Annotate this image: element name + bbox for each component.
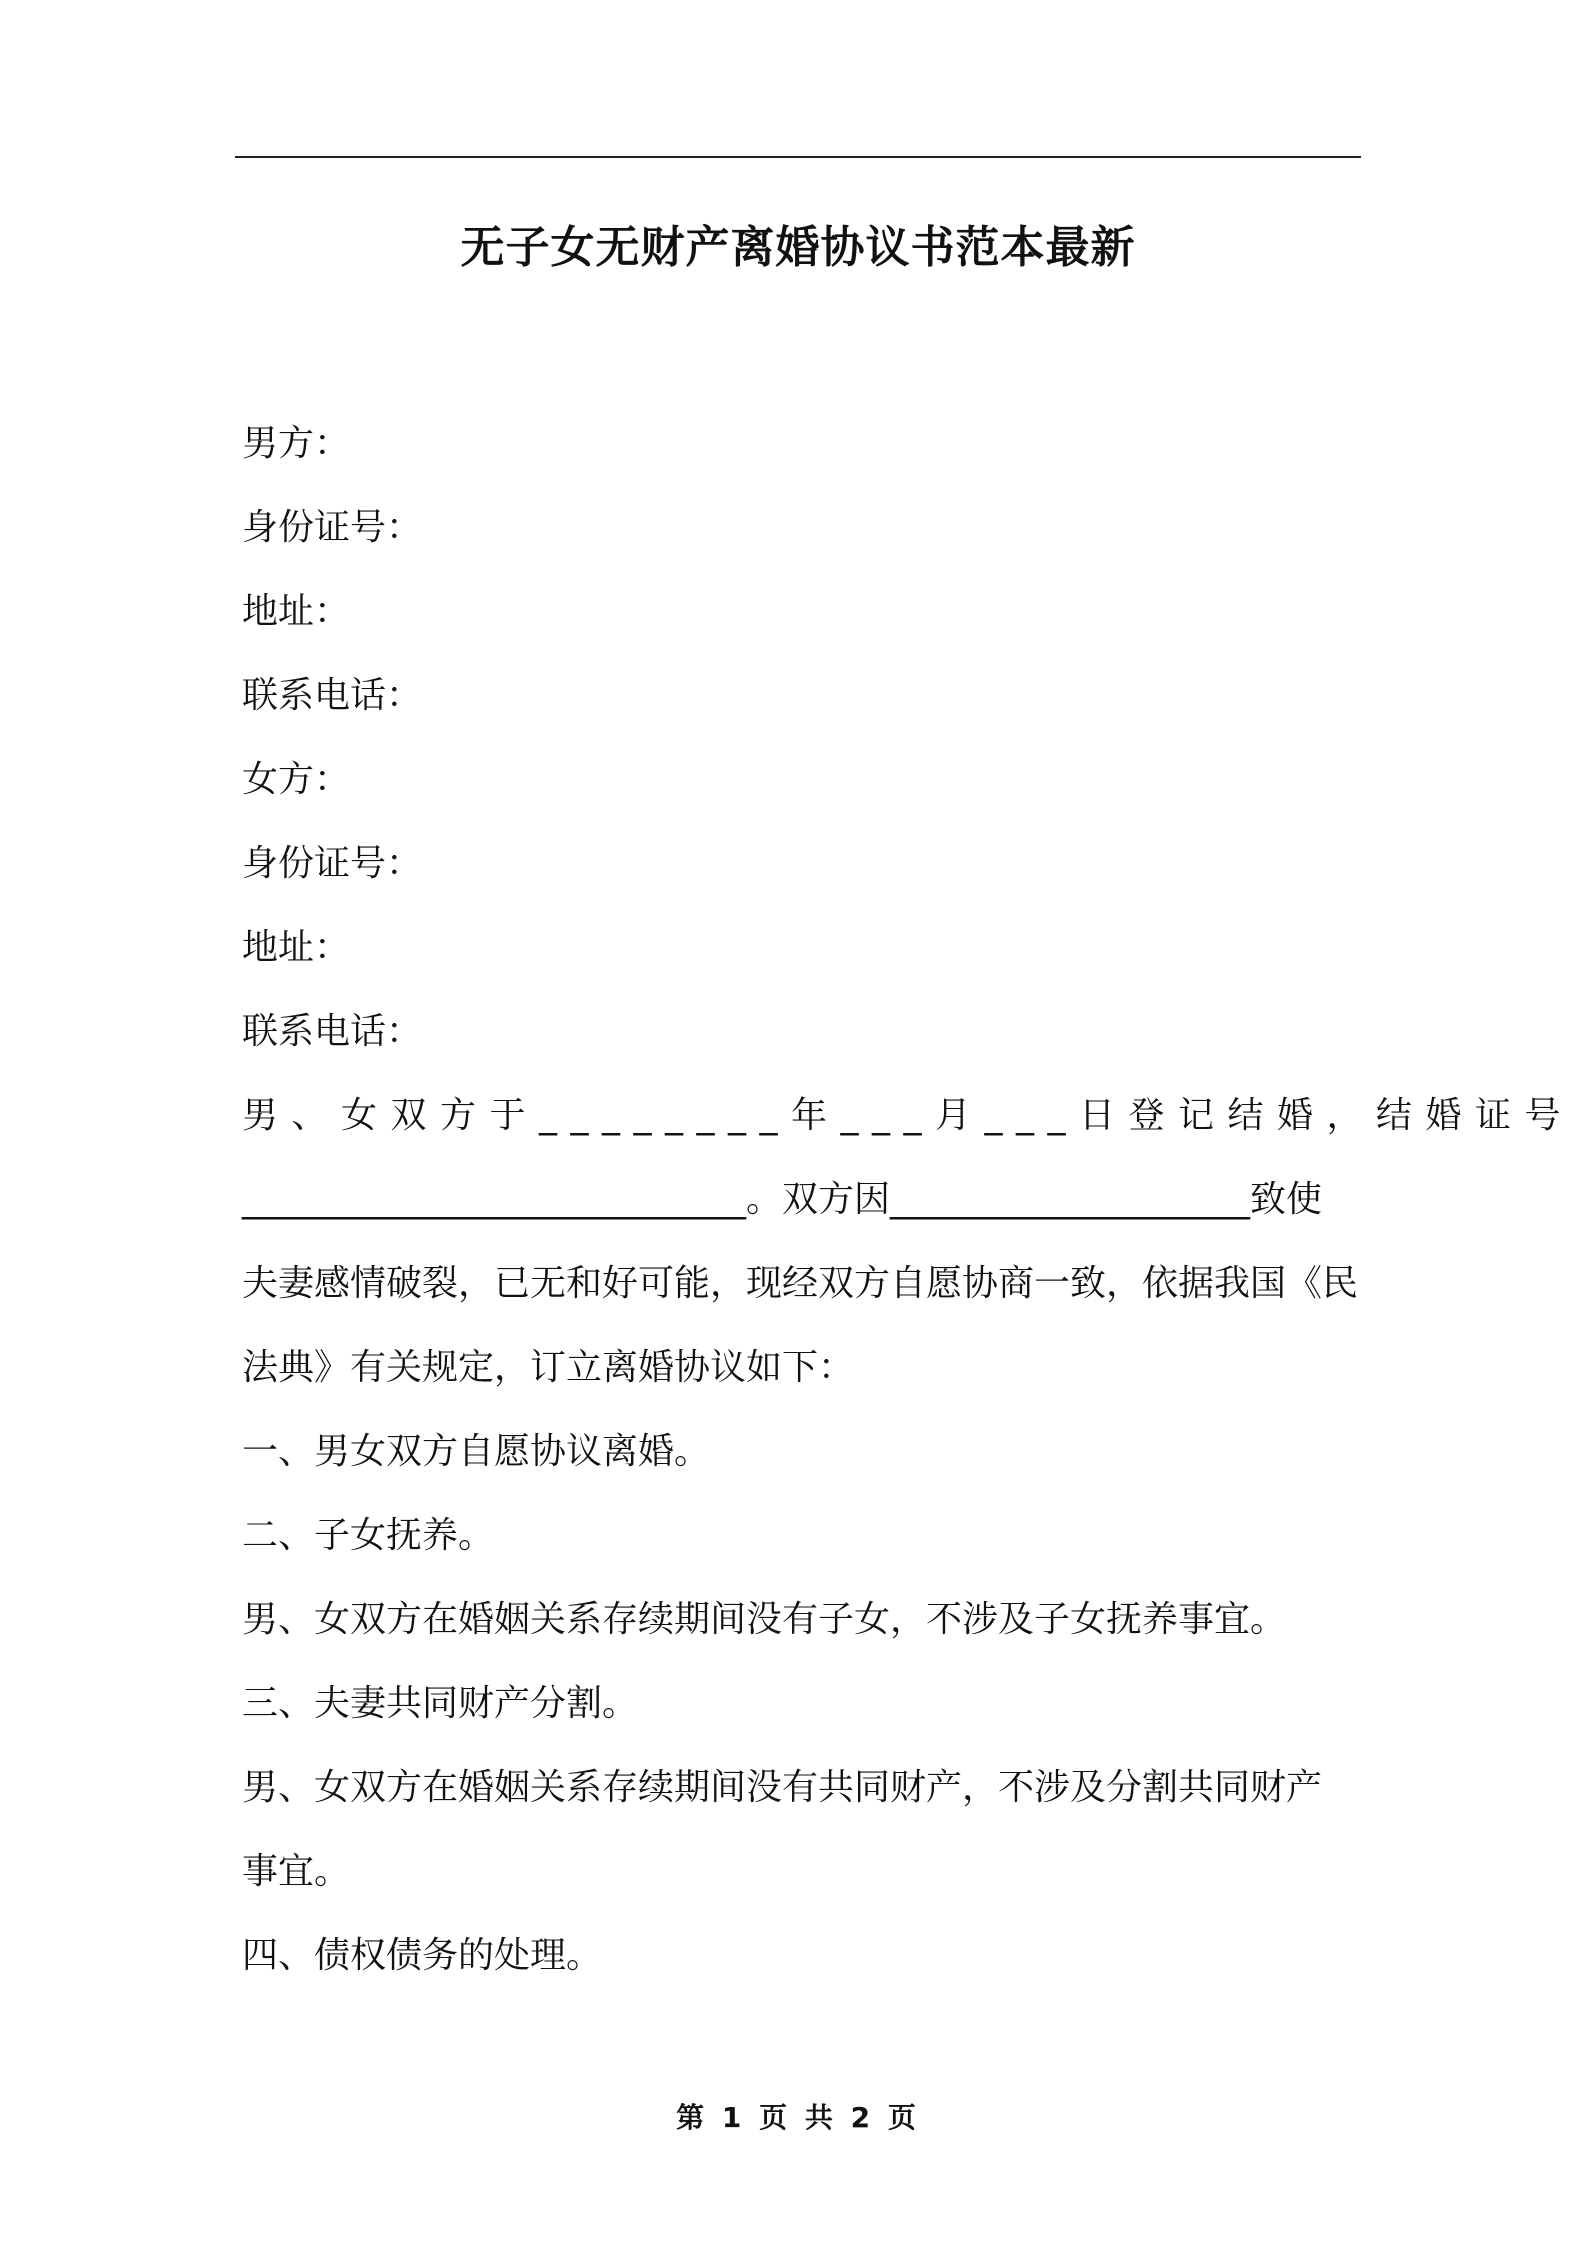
preamble-line-end: 法典》有关规定，订立离婚协议如下： — [242, 1347, 855, 1388]
female-phone-label: 联系电话： — [242, 1011, 423, 1052]
female-party-label: 女方： — [242, 759, 351, 800]
clause-3-text: 男、女双方在婚姻关系存续期间没有共同财产，不涉及分割共同财产 — [242, 1767, 1323, 1808]
document-body — [242, 402, 1575, 1998]
document-title: 无子女无财产离婚协议书范本最新 — [460, 222, 1136, 273]
header-rule — [235, 156, 1361, 158]
male-address-label: 地址： — [242, 591, 351, 632]
preamble-line: 夫妻感情破裂，已无和好可能，现经双方自愿协商一致，依据我国《民 — [242, 1263, 1359, 1304]
female-id-number-label: 身份证号： — [242, 843, 423, 884]
clause-2-heading: 二、子女抚养。 — [242, 1515, 495, 1556]
clause-1-heading: 一、男女双方自愿协议离婚。 — [242, 1431, 711, 1472]
female-address-label: 地址： — [242, 927, 351, 968]
clause-2-text: 男、女双方在婚姻关系存续期间没有子女，不涉及子女抚养事宜。 — [242, 1599, 1287, 1640]
male-phone-label: 联系电话： — [242, 675, 423, 716]
clause-3-text-end: 事宜。 — [242, 1851, 351, 1892]
page-number-footer: 第 1 页 共 2 页 — [676, 2101, 920, 2134]
male-party-label: 男方： — [242, 423, 351, 464]
male-id-number-label: 身份证号： — [242, 507, 423, 548]
marriage-registration-line: 男、女双方于________年___月___日登记结婚，结婚证号 — [242, 1095, 1575, 1136]
marriage-certificate-line: ____________________________。双方因____________________致使 — [242, 1179, 1323, 1220]
clause-4-heading: 四、债权债务的处理。 — [242, 1935, 603, 1976]
clause-3-heading: 三、夫妻共同财产分割。 — [242, 1683, 639, 1724]
